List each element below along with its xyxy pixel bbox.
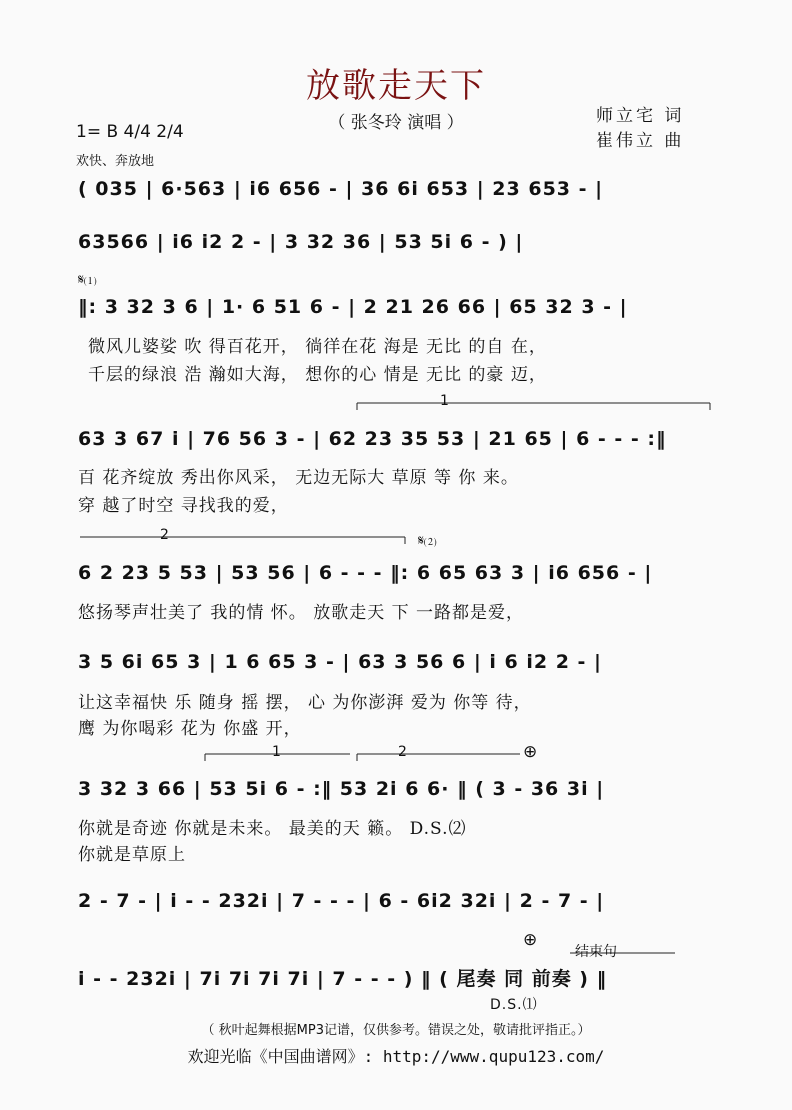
first-ending-number-2: 1 [272, 744, 281, 760]
lyric-row-5: 悠扬琴声壮美了 我的情 怀。 放歌走天 下 一路都是爱， [78, 603, 525, 623]
lyric-row-7-verse-2: 你就是草原上 [78, 845, 186, 865]
lyric-row-6-verse-1: 让这幸福快 乐 随身 摇 摆， 心 为你澎湃 爱为 你等 待， [78, 693, 532, 713]
score-row-8: 2 - 7 - | i - - 232i | 7 - - - | 6 - 6i2 32i | 2 - 7 - | [78, 890, 605, 912]
score-row-4: 63 3 67 i | 76 56 3 - | 62 23 35 53 | 21 65 | 6 - - - :‖ [78, 428, 667, 450]
coda-sign-2: ⊕ [523, 930, 538, 950]
lyric-row-4-verse-2: 穿 越了时空 寻找我的爱， [78, 496, 289, 516]
lyric-row-6-verse-2: 鹰 为你喝彩 花为 你盛 开， [78, 719, 302, 739]
lyric-row-7-verse-1: 你就是奇迹 你就是未来。 最美的天 籁。 D.S.⑵ [78, 819, 467, 839]
score-row-2: 63566 | i6 i2 2 - | 3 32 36 | 53 5i 6 - ) | [78, 231, 524, 253]
site-credit: 欢迎光临《中国曲谱网》: http://www.qupu123.com/ [187, 1047, 605, 1066]
segno-2: 𝄋⑵ [418, 533, 437, 549]
lyric-row-3-verse-1: 微风儿婆娑 吹 得百花开， 徜徉在花 海是 无比 的自 在， [88, 337, 547, 357]
lyricist-credit: 师立宅 词 [596, 106, 685, 126]
second-ending-number-2: 2 [398, 744, 407, 760]
score-row-9: i - - 232i | 7i 7i 7i 7i | 7 - - - ) ‖ ( 尾奏 同 前奏 ) ‖ [78, 968, 608, 990]
lyric-row-4-verse-1: 百 花齐绽放 秀出你风采， 无边无际大 草原 等 你 来。 [78, 468, 519, 488]
score-row-6: 3 5 6i 65 3 | 1 6 65 3 - | 63 3 56 6 | i 6 i2 2 - | [78, 651, 602, 673]
first-ending-number: 1 [440, 393, 449, 409]
da-segno-1: D.S.⑴ [490, 997, 538, 1013]
tempo-marking: 欢快、奔放地 [76, 154, 155, 169]
second-ending-number: 2 [160, 527, 169, 543]
score-row-1: ( 035 | 6·563 | i6 656 - | 36 6i 653 | 23 653 - | [78, 178, 604, 200]
transcription-note: （ 秋叶起舞根据MP3记谱，仅供参考。错误之处，敬请批评指正。） [201, 1023, 591, 1038]
score-row-3: ‖: 3 32 3 6 | 1· 6 51 6 - | 2 21 26 66 | 65 32 3 - | [78, 296, 628, 318]
ending-phrase-label: 结束句 [575, 944, 617, 960]
lyric-row-3-verse-2: 千层的绿浪 浩 瀚如大海， 想你的心 情是 无比 的豪 迈， [88, 365, 547, 385]
composer-credit: 崔伟立 曲 [596, 131, 685, 151]
score-row-7: 3 32 3 66 | 53 5i 6 - :‖ 53 2i 6 6· ‖ ( 3 - 36 3i | [78, 778, 605, 800]
coda-sign: ⊕ [523, 742, 538, 762]
song-title: 放歌走天下 [306, 66, 486, 106]
segno-1: 𝄋⑴ [78, 272, 97, 288]
key-signature: 1= B 4/4 2/4 [76, 122, 184, 142]
singer-credit: （ 张冬玲 演唱 ） [328, 113, 464, 133]
score-row-5: 6 2 23 5 53 | 53 56 | 6 - - - ‖: 6 65 63 3 | i6 656 - | [78, 562, 653, 584]
